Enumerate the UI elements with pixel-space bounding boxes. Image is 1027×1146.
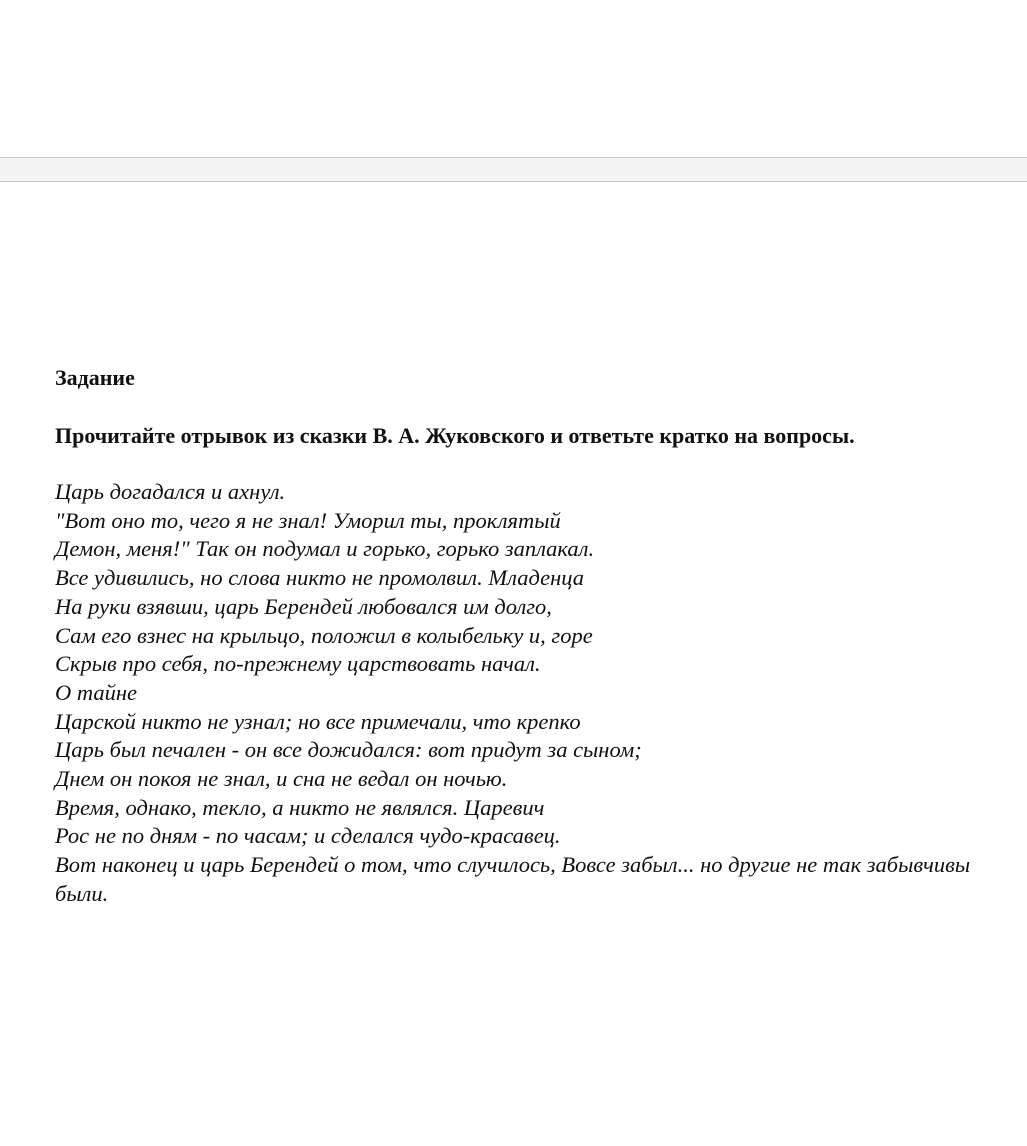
poem-line: Царь догадался и ахнул. xyxy=(55,479,286,504)
poem-line: Рос не по дням - по часам; и сделался чудо-красавец. xyxy=(55,823,561,849)
poem-line: Сам его взнес на крыльцо, положил в колыбельку и, горе xyxy=(55,622,593,648)
task-instruction: Прочитайте отрывок из сказки В. А. Жуковского и ответьте кратко на вопросы. xyxy=(55,423,855,448)
poem-line: Вот наконец и царь Берендей о том, что случилось, Вовсе забыл... но другие не так забывчивы были. xyxy=(55,852,971,906)
poem-line: "Вот оно то, чего я не знал! Уморил ты, проклятый xyxy=(55,507,561,533)
poem-line: Все удивились, но слова никто не промолвил. Младенца xyxy=(55,565,585,591)
poem-line: О тайне xyxy=(55,679,138,705)
poem-line: Скрыв про себя, по-прежнему царствовать начал. xyxy=(55,651,541,677)
poem-line: Время, однако, текло, а никто не являлся. Царевич xyxy=(55,794,545,820)
task-heading: Задание xyxy=(55,365,135,390)
poem-line: Демон, меня!" Так он подумал и горько, горько заплакал. xyxy=(55,536,595,562)
poem-line: Царской никто не узнал; но все примечали, что крепко xyxy=(55,708,581,734)
top-divider-band xyxy=(0,157,1027,182)
poem-line: Царь был печален - он все дожидался: вот придут за сыном; xyxy=(55,737,642,763)
poem-line: Днем он покоя не знал, и сна не ведал он ночью. xyxy=(55,766,508,792)
poem-excerpt xyxy=(55,478,1015,909)
document-body xyxy=(55,364,1015,909)
poem-line: На руки взявши, царь Берендей любовался им долго, xyxy=(55,593,552,619)
